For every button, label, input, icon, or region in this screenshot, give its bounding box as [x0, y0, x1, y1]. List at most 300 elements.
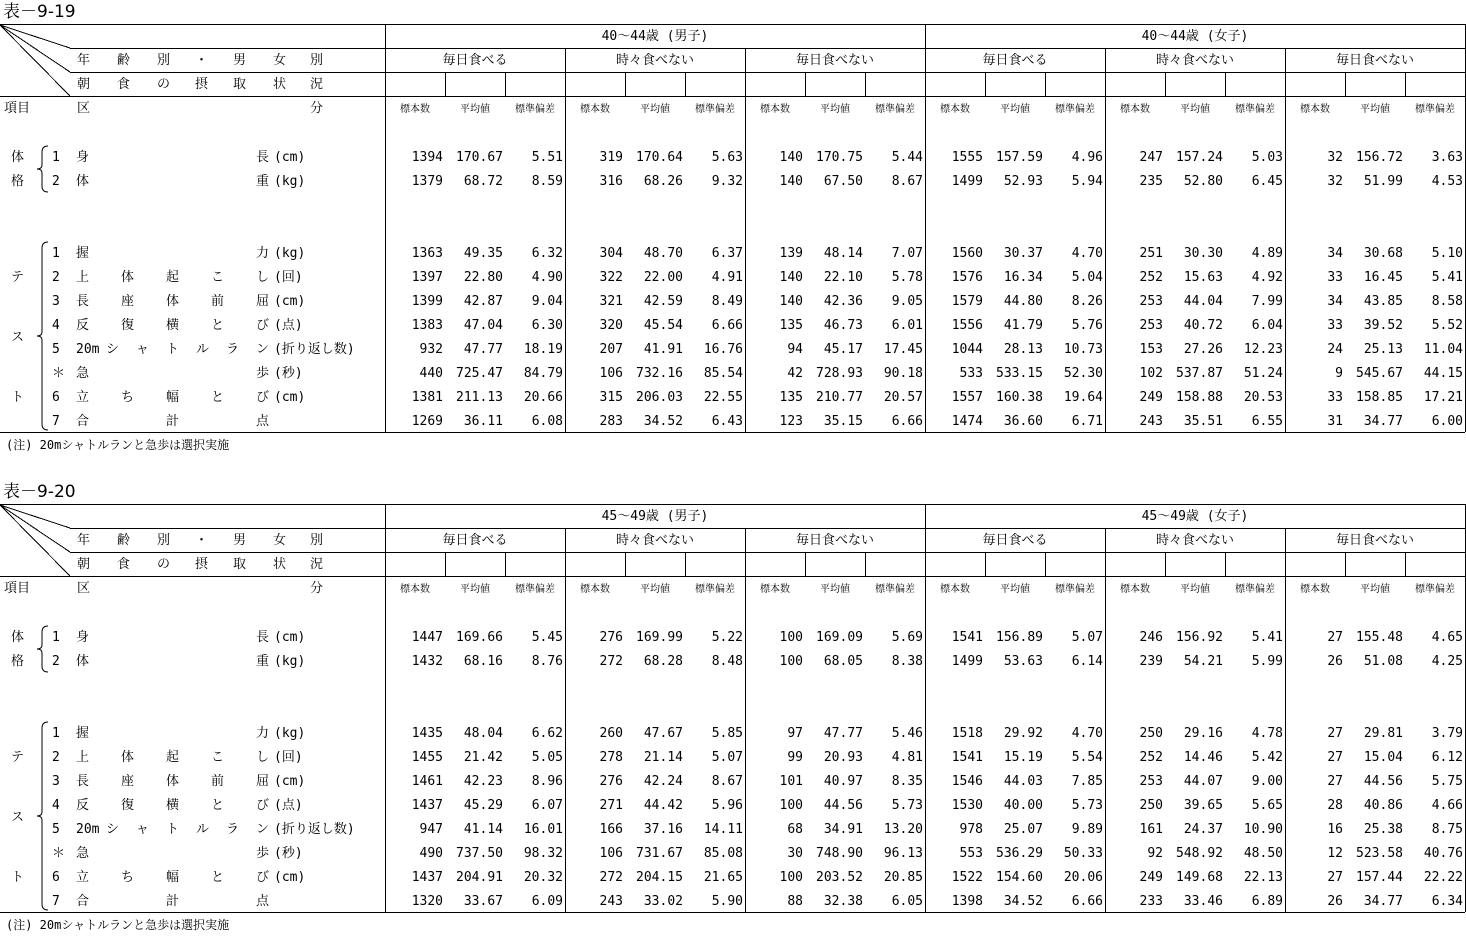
- data-cell: 20.66: [523, 390, 563, 405]
- item-label-char: 幅: [166, 870, 180, 885]
- item-label-char: 立: [76, 870, 90, 885]
- item-unit: (点): [274, 318, 303, 333]
- data-cell: 20.53: [1243, 390, 1283, 405]
- column-header-count: 標本数: [400, 104, 430, 115]
- data-cell: 203.52: [816, 870, 863, 885]
- data-cell: 1435: [411, 726, 443, 741]
- data-cell: 5.51: [531, 150, 563, 165]
- data-cell: 1499: [951, 654, 983, 669]
- data-cell: 24: [1327, 342, 1343, 357]
- header-breakfast-char: の: [157, 77, 171, 92]
- header-breakfast-char: 食: [117, 77, 131, 92]
- item-label-char: 合: [76, 414, 90, 429]
- group-label-physique: 体: [11, 150, 25, 165]
- header-breakfast-char: 状: [273, 77, 287, 92]
- header-breakfast-char: 取: [233, 77, 247, 92]
- data-cell: 1397: [411, 270, 443, 285]
- header-age-sex-char: 齢: [117, 533, 131, 548]
- data-cell: 276: [599, 630, 623, 645]
- data-cell: 6.07: [531, 798, 563, 813]
- data-cell: 304: [599, 246, 623, 261]
- data-cell: 548.92: [1176, 846, 1223, 861]
- data-cell: 5.65: [1251, 798, 1283, 813]
- data-cell: 1437: [411, 870, 443, 885]
- data-cell: 123: [779, 414, 803, 429]
- data-cell: 9.89: [1071, 822, 1103, 837]
- group-label-physique: 格: [11, 174, 25, 189]
- group-label-test: テ: [11, 750, 25, 765]
- data-cell: 45.17: [823, 342, 863, 357]
- column-header-sd: 標準偏差: [1235, 104, 1275, 115]
- data-cell: 5.04: [1071, 270, 1103, 285]
- data-cell: 8.75: [1431, 822, 1463, 837]
- data-cell: 22.80: [463, 270, 503, 285]
- data-cell: 44.07: [1183, 774, 1223, 789]
- item-label-char: 急: [76, 846, 90, 861]
- data-cell: 251: [1139, 246, 1163, 261]
- data-cell: 5.41: [1431, 270, 1463, 285]
- data-cell: 47.04: [463, 318, 503, 333]
- data-cell: 25.13: [1363, 342, 1403, 357]
- data-cell: 140: [779, 294, 803, 309]
- breakfast-category-header: 毎日食べる: [442, 53, 508, 68]
- header-age-sex-char: ・: [195, 533, 209, 548]
- data-cell: 44.56: [1363, 774, 1403, 789]
- data-cell: 33: [1327, 318, 1343, 333]
- item-label-char: 体: [121, 750, 135, 765]
- row-label-header: 項目: [4, 101, 31, 116]
- data-cell: 1399: [411, 294, 443, 309]
- item-number: ＊: [52, 366, 66, 381]
- data-cell: 6.43: [711, 414, 743, 429]
- data-cell: 135: [779, 318, 803, 333]
- data-cell: 4.81: [891, 750, 923, 765]
- data-cell: 1541: [951, 750, 983, 765]
- header-age-sex-char: 別: [310, 53, 324, 68]
- item-label-char: 力: [256, 246, 270, 261]
- item-label-char: 反: [76, 798, 90, 813]
- female-group-header: 40～44歳 (女子): [1141, 29, 1249, 44]
- data-cell: 204.15: [636, 870, 683, 885]
- data-cell: 25.07: [1003, 822, 1043, 837]
- data-cell: 1499: [951, 174, 983, 189]
- item-label-char: 横: [166, 798, 180, 813]
- data-cell: 239: [1139, 654, 1163, 669]
- data-cell: 21.42: [463, 750, 503, 765]
- data-cell: 44.56: [823, 798, 863, 813]
- data-cell: 235: [1139, 174, 1163, 189]
- data-cell: 47.67: [643, 726, 683, 741]
- item-label-char: 歩: [256, 366, 270, 381]
- data-cell: 34.52: [643, 414, 683, 429]
- data-cell: 28.13: [1003, 342, 1043, 357]
- data-cell: 29.92: [1003, 726, 1043, 741]
- data-cell: 748.90: [816, 846, 863, 861]
- data-cell: 5.75: [1431, 774, 1463, 789]
- column-header-sd: 標準偏差: [1415, 584, 1455, 595]
- data-cell: 46.73: [823, 318, 863, 333]
- data-cell: 5.05: [531, 750, 563, 765]
- item-label-char: 重: [256, 654, 270, 669]
- item-unit: (cm): [274, 294, 306, 309]
- data-cell: 978: [959, 822, 983, 837]
- data-cell: 4.66: [1431, 798, 1463, 813]
- data-cell: 36.60: [1003, 414, 1043, 429]
- data-cell: 7.07: [891, 246, 923, 261]
- data-cell: 44.04: [1183, 294, 1223, 309]
- item-label-char: ラ: [226, 342, 240, 357]
- data-cell: 537.87: [1176, 366, 1223, 381]
- item-label-char: ル: [196, 822, 210, 837]
- data-cell: 5.73: [1071, 798, 1103, 813]
- data-cell: 15.04: [1363, 750, 1403, 765]
- item-label-char: び: [256, 870, 270, 885]
- item-number: 6: [52, 390, 60, 405]
- data-cell: 34: [1327, 246, 1343, 261]
- data-cell: 85.54: [703, 366, 743, 381]
- item-unit: (kg): [274, 726, 306, 741]
- data-cell: 40.72: [1183, 318, 1223, 333]
- data-cell: 27: [1327, 630, 1343, 645]
- header-breakfast-char: の: [157, 557, 171, 572]
- data-cell: 54.21: [1183, 654, 1223, 669]
- data-cell: 6.04: [1251, 318, 1283, 333]
- data-cell: 170.67: [456, 150, 503, 165]
- data-cell: 4.65: [1431, 630, 1463, 645]
- data-cell: 5.22: [711, 630, 743, 645]
- header-age-sex-char: 齢: [117, 53, 131, 68]
- data-cell: 4.92: [1251, 270, 1283, 285]
- data-cell: 1530: [951, 798, 983, 813]
- data-cell: 43.85: [1363, 294, 1403, 309]
- data-cell: 48.50: [1243, 846, 1283, 861]
- data-cell: 5.07: [1071, 630, 1103, 645]
- data-cell: 40.00: [1003, 798, 1043, 813]
- column-header-sd: 標準偏差: [515, 584, 555, 595]
- data-cell: 42.23: [463, 774, 503, 789]
- item-label-char: 20m: [76, 822, 100, 837]
- column-header-mean: 平均値: [1000, 104, 1030, 115]
- data-cell: 34: [1327, 294, 1343, 309]
- table-title: 表－9-19: [3, 2, 76, 22]
- data-cell: 85.08: [703, 846, 743, 861]
- data-cell: 68.28: [643, 654, 683, 669]
- item-label-char: 長: [256, 630, 270, 645]
- data-cell: 7.85: [1071, 774, 1103, 789]
- item-label-char: 屈: [256, 774, 270, 789]
- data-cell: 1394: [411, 150, 443, 165]
- header-breakfast-char: 状: [273, 557, 287, 572]
- data-cell: 319: [599, 150, 623, 165]
- item-label-char: 幅: [166, 390, 180, 405]
- item-unit: (回): [274, 270, 303, 285]
- item-label-char: 立: [76, 390, 90, 405]
- data-cell: 12.23: [1243, 342, 1283, 357]
- item-label-char: 座: [121, 774, 135, 789]
- data-cell: 153: [1139, 342, 1163, 357]
- footnote: (注) 20mシャトルランと急歩は選択実施: [6, 438, 230, 452]
- data-cell: 272: [599, 654, 623, 669]
- item-label-char: ト: [166, 822, 180, 837]
- item-label-char: 計: [166, 894, 180, 909]
- header-breakfast-char: 朝: [77, 77, 91, 92]
- data-cell: 5.41: [1251, 630, 1283, 645]
- data-cell: 6.12: [1431, 750, 1463, 765]
- data-cell: 6.05: [891, 894, 923, 909]
- data-cell: 37.16: [643, 822, 683, 837]
- data-cell: 6.34: [1431, 894, 1463, 909]
- data-cell: 1044: [951, 342, 983, 357]
- data-cell: 6.66: [891, 414, 923, 429]
- column-header-count: 標本数: [400, 584, 430, 595]
- breakfast-category-header: 時々食べない: [1155, 53, 1234, 68]
- item-number: 6: [52, 870, 60, 885]
- data-cell: 1379: [411, 174, 443, 189]
- item-label-char: 握: [76, 726, 90, 741]
- group-label-physique: 格: [11, 654, 25, 669]
- data-cell: 1474: [951, 414, 983, 429]
- column-header-sd: 標準偏差: [695, 584, 735, 595]
- data-cell: 88: [787, 894, 803, 909]
- data-cell: 156.72: [1356, 150, 1403, 165]
- column-header-count: 標本数: [580, 104, 610, 115]
- item-unit: (kg): [274, 174, 306, 189]
- data-cell: 139: [779, 246, 803, 261]
- item-unit: (kg): [274, 654, 306, 669]
- data-cell: 42.36: [823, 294, 863, 309]
- data-cell: 5.90: [711, 894, 743, 909]
- header-section-char: 区: [77, 581, 91, 596]
- data-cell: 947: [419, 822, 443, 837]
- data-cell: 47.77: [823, 726, 863, 741]
- item-unit: (点): [274, 798, 303, 813]
- data-cell: 6.55: [1251, 414, 1283, 429]
- item-label-char: 体: [76, 174, 90, 189]
- item-label-char: と: [211, 870, 225, 885]
- data-cell: 4.70: [1071, 726, 1103, 741]
- item-number: 5: [52, 822, 60, 837]
- item-number: 4: [52, 798, 60, 813]
- data-cell: 33: [1327, 390, 1343, 405]
- data-cell: 8.26: [1071, 294, 1103, 309]
- item-label-char: と: [211, 318, 225, 333]
- item-label-char: 力: [256, 726, 270, 741]
- item-label-char: シ: [106, 822, 120, 837]
- item-label-char: 反: [76, 318, 90, 333]
- data-cell: 13.20: [883, 822, 923, 837]
- breakfast-category-header: 毎日食べない: [795, 53, 874, 68]
- data-cell: 49.35: [463, 246, 503, 261]
- data-cell: 29.81: [1363, 726, 1403, 741]
- row-label-header: 項目: [4, 581, 31, 596]
- data-cell: 5.99: [1251, 654, 1283, 669]
- column-header-sd: 標準偏差: [1055, 104, 1095, 115]
- data-cell: 68.26: [643, 174, 683, 189]
- footnote: (注) 20mシャトルランと急歩は選択実施: [6, 918, 230, 932]
- data-cell: 243: [599, 894, 623, 909]
- data-cell: 52.30: [1063, 366, 1103, 381]
- data-cell: 320: [599, 318, 623, 333]
- data-cell: 8.58: [1431, 294, 1463, 309]
- data-cell: 536.29: [996, 846, 1043, 861]
- data-cell: 100: [779, 798, 803, 813]
- column-header-mean: 平均値: [640, 584, 670, 595]
- data-cell: 4.89: [1251, 246, 1283, 261]
- data-cell: 22.55: [703, 390, 743, 405]
- item-label-char: 長: [256, 150, 270, 165]
- item-label-char: し: [256, 750, 270, 765]
- breakfast-category-header: 毎日食べる: [982, 53, 1048, 68]
- data-cell: 28: [1327, 798, 1343, 813]
- item-label-char: 座: [121, 294, 135, 309]
- data-cell: 20.57: [883, 390, 923, 405]
- data-cell: 33: [1327, 270, 1343, 285]
- data-cell: 6.01: [891, 318, 923, 333]
- group-label-physique: 体: [11, 630, 25, 645]
- item-label-char: こ: [211, 270, 225, 285]
- data-cell: 18.19: [523, 342, 563, 357]
- header-age-sex-char: 別: [157, 533, 171, 548]
- data-cell: 157.59: [996, 150, 1043, 165]
- data-cell: 26: [1327, 894, 1343, 909]
- data-cell: 1455: [411, 750, 443, 765]
- data-cell: 21.14: [643, 750, 683, 765]
- data-cell: 8.59: [531, 174, 563, 189]
- item-label-char: ト: [166, 342, 180, 357]
- data-cell: 315: [599, 390, 623, 405]
- data-cell: 272: [599, 870, 623, 885]
- data-cell: 26: [1327, 654, 1343, 669]
- data-cell: 16: [1327, 822, 1343, 837]
- header-age-sex-char: 女: [273, 533, 287, 548]
- data-cell: 1383: [411, 318, 443, 333]
- group-label-test: テ: [11, 270, 25, 285]
- header-breakfast-char: 取: [233, 557, 247, 572]
- item-label-char: ャ: [136, 342, 150, 357]
- item-label-char: び: [256, 798, 270, 813]
- data-cell: 102: [1139, 366, 1163, 381]
- breakfast-category-header: 時々食べない: [615, 533, 694, 548]
- data-cell: 1432: [411, 654, 443, 669]
- data-cell: 16.45: [1363, 270, 1403, 285]
- data-cell: 260: [599, 726, 623, 741]
- data-cell: 523.58: [1356, 846, 1403, 861]
- data-cell: 1579: [951, 294, 983, 309]
- item-label-char: こ: [211, 750, 225, 765]
- data-cell: 8.96: [531, 774, 563, 789]
- item-label-char: 体: [121, 270, 135, 285]
- item-label-char: 復: [121, 318, 135, 333]
- column-header-count: 標本数: [760, 104, 790, 115]
- item-label-char: 起: [166, 750, 180, 765]
- data-cell: 1555: [951, 150, 983, 165]
- data-cell: 8.38: [891, 654, 923, 669]
- data-cell: 316: [599, 174, 623, 189]
- item-number: 3: [52, 294, 60, 309]
- data-cell: 545.67: [1356, 366, 1403, 381]
- data-cell: 29.16: [1183, 726, 1223, 741]
- item-unit: (秒): [274, 846, 303, 861]
- data-cell: 149.68: [1176, 870, 1223, 885]
- data-cell: 6.66: [711, 318, 743, 333]
- data-cell: 22.13: [1243, 870, 1283, 885]
- data-cell: 1437: [411, 798, 443, 813]
- data-cell: 44.03: [1003, 774, 1043, 789]
- column-header-sd: 標準偏差: [875, 104, 915, 115]
- data-cell: 106: [599, 846, 623, 861]
- data-cell: 30.68: [1363, 246, 1403, 261]
- data-cell: 155.48: [1356, 630, 1403, 645]
- item-label-char: 上: [76, 750, 90, 765]
- data-cell: 5.44: [891, 150, 923, 165]
- item-number: 3: [52, 774, 60, 789]
- male-group-header: 45～49歳 (男子): [601, 509, 709, 524]
- item-label-char: 合: [76, 894, 90, 909]
- data-cell: 92: [1147, 846, 1163, 861]
- data-cell: 51.99: [1363, 174, 1403, 189]
- data-cell: 100: [779, 654, 803, 669]
- data-cell: 30.37: [1003, 246, 1043, 261]
- item-label-char: 前: [211, 294, 225, 309]
- data-cell: 158.88: [1176, 390, 1223, 405]
- data-cell: 12: [1327, 846, 1343, 861]
- data-cell: 40.86: [1363, 798, 1403, 813]
- data-cell: 47.77: [463, 342, 503, 357]
- data-cell: 106: [599, 366, 623, 381]
- data-cell: 16.01: [523, 822, 563, 837]
- header-section-char: 分: [310, 581, 324, 596]
- data-cell: 154.60: [996, 870, 1043, 885]
- data-cell: 5.10: [1431, 246, 1463, 261]
- data-cell: 51.24: [1243, 366, 1283, 381]
- data-cell: 4.25: [1431, 654, 1463, 669]
- data-cell: 35.51: [1183, 414, 1223, 429]
- item-unit: (cm): [274, 150, 306, 165]
- data-cell: 44.42: [643, 798, 683, 813]
- item-label-char: 長: [76, 294, 90, 309]
- column-header-count: 標本数: [940, 104, 970, 115]
- item-unit: (cm): [274, 774, 306, 789]
- data-cell: 45.54: [643, 318, 683, 333]
- item-unit: (kg): [274, 246, 306, 261]
- item-label-char: 上: [76, 270, 90, 285]
- data-cell: 1461: [411, 774, 443, 789]
- data-cell: 158.85: [1356, 390, 1403, 405]
- data-cell: 1518: [951, 726, 983, 741]
- item-number: 2: [52, 174, 60, 189]
- item-label-char: ラ: [226, 822, 240, 837]
- item-number: 4: [52, 318, 60, 333]
- data-cell: 1541: [951, 630, 983, 645]
- data-cell: 6.37: [711, 246, 743, 261]
- data-cell: 20.32: [523, 870, 563, 885]
- data-cell: 170.64: [636, 150, 683, 165]
- data-cell: 271: [599, 798, 623, 813]
- item-label-char: 身: [76, 150, 90, 165]
- data-cell: 157.24: [1176, 150, 1223, 165]
- data-cell: 8.76: [531, 654, 563, 669]
- group-label-test: ト: [11, 390, 25, 405]
- data-cell: 42.24: [643, 774, 683, 789]
- header-age-sex-char: 年: [77, 533, 91, 548]
- column-header-mean: 平均値: [820, 584, 850, 595]
- data-cell: 247: [1139, 150, 1163, 165]
- item-number: 1: [52, 150, 60, 165]
- data-cell: 39.52: [1363, 318, 1403, 333]
- data-cell: 32.38: [823, 894, 863, 909]
- data-cell: 41.14: [463, 822, 503, 837]
- data-cell: 6.89: [1251, 894, 1283, 909]
